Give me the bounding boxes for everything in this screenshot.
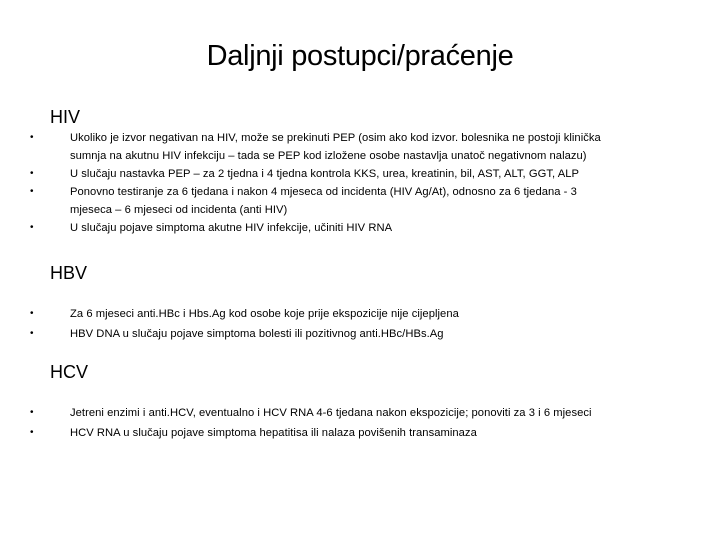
list-item-line: Ponovno testiranje za 6 tjedana i nakon 4 mjeseca od incidenta (HIV Ag/At), odnosno za 6 tjedana - 3 <box>70 186 577 198</box>
bullet-icon: • <box>30 308 34 319</box>
list-item-line: mjeseca – 6 mjeseci od incidenta (anti HIV) <box>70 204 288 216</box>
section-heading: HCV <box>50 362 89 382</box>
list-item <box>30 165 601 183</box>
bullet-icon: • <box>30 328 34 339</box>
bullet-list <box>30 129 601 237</box>
bullet-icon: • <box>30 168 34 179</box>
bullet-icon: • <box>30 222 34 233</box>
bullet-icon: • <box>30 427 34 438</box>
section-heading: HBV <box>50 263 88 283</box>
list-item-line: Jetreni enzimi i anti.HCV, eventualno i HCV RNA 4-6 tjedana nakon ekspozicije; ponoviti za 3 i 6 mjeseci <box>70 407 592 419</box>
list-item-line: sumnja na akutnu HIV infekciju – tada se PEP kod izložene osobe nastavlja unatoč negativnom nalazu) <box>70 150 587 162</box>
list-item <box>30 404 592 422</box>
list-item <box>30 305 459 323</box>
list-item <box>30 183 601 219</box>
list-item <box>30 325 459 343</box>
list-item-line: HBV DNA u slučaju pojave simptoma bolesti ili pozitivnog anti.HBc/HBs.Ag <box>70 328 444 340</box>
bullet-icon: • <box>30 186 34 197</box>
bullet-list <box>30 305 459 343</box>
slide-title: Daljnji postupci/praćenje <box>206 40 514 72</box>
bullet-list <box>30 404 592 442</box>
list-item <box>30 129 601 165</box>
list-item <box>30 424 592 442</box>
bullet-icon: • <box>30 407 34 418</box>
list-item-line: HCV RNA u slučaju pojave simptoma hepatitisa ili nalaza povišenih transaminaza <box>70 427 477 439</box>
list-item-line: Ukoliko je izvor negativan na HIV, može se prekinuti PEP (osim ako kod izvor. bolesnika ne postoji klinička <box>70 132 601 144</box>
list-item-line: Za 6 mjeseci anti.HBc i Hbs.Ag kod osobe koje prije ekspozicije nije cijepljena <box>70 308 459 320</box>
list-item-line: U slučaju nastavka PEP – za 2 tjedna i 4 tjedna kontrola KKS, urea, kreatinin, bil, AST, ALT, GGT, ALP <box>70 168 580 180</box>
list-item-line: U slučaju pojave simptoma akutne HIV infekcije, učiniti HIV RNA <box>70 222 393 234</box>
section-heading: HIV <box>50 107 81 127</box>
bullet-icon: • <box>30 132 34 143</box>
list-item <box>30 219 601 237</box>
